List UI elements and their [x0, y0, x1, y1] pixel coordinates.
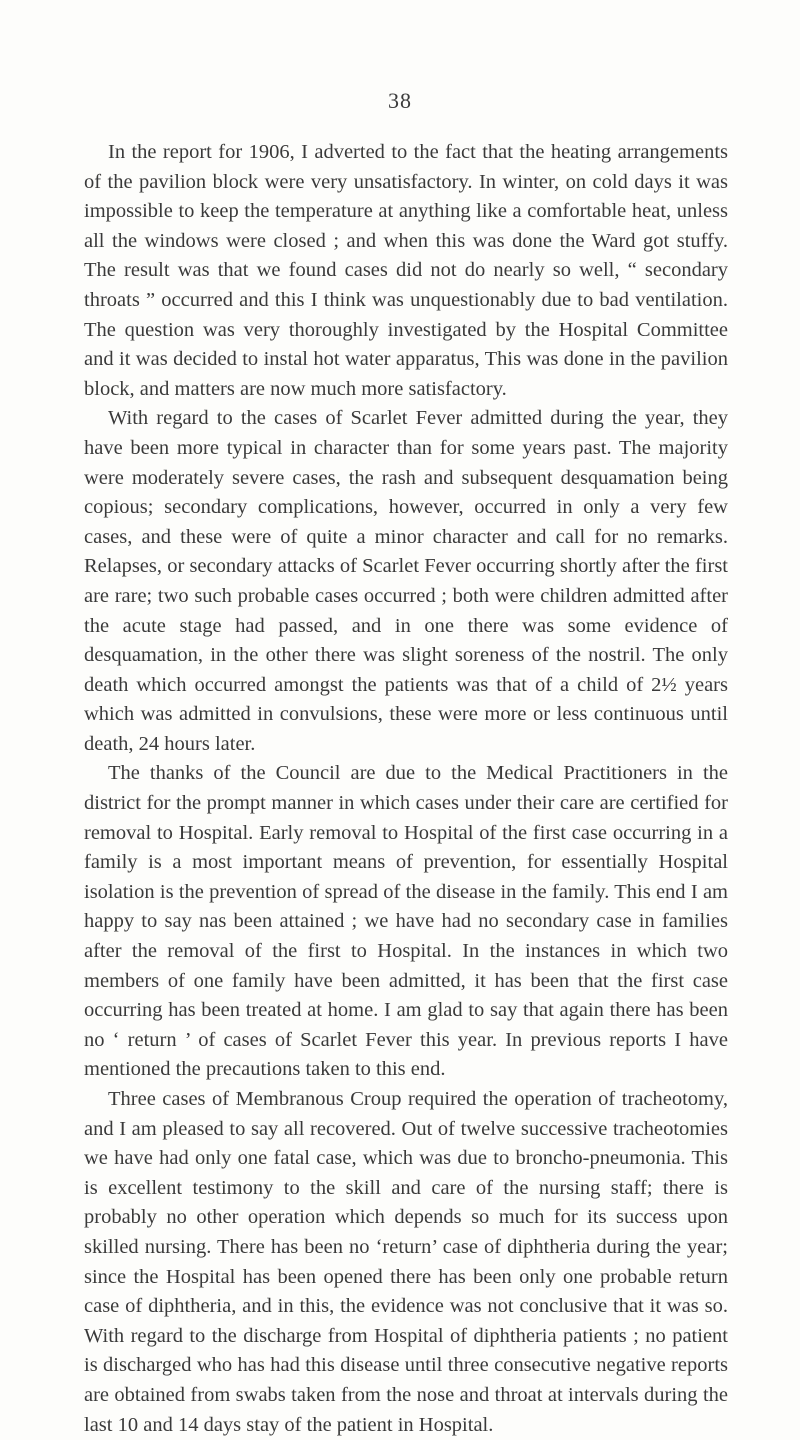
page-number: 38	[388, 88, 412, 113]
paragraph-membranous-croup: Three cases of Membranous Croup required the operation of tracheotomy, and I am pleased to say all recovered. Out of twelve successive tracheotomies we have had only one fatal case, which was due to broncho-pneumonia. This is excellent testimony to the skill and care of the nursing staff; there is probably no other operation which depends so much for its success upon skilled nursing. There has been no ‘return’ case of diphtheria during the year; since the Hospital has been opened there has been only one probable return case of diphtheria, and in this, the evidence was not conclusive that it was so. With regard to the discharge from Hospital of diphtheria patients ; no patient is discharged who has had this disease until three consecutive negative reports are obtained from swabs taken from the nose and throat at intervals during the last 10 and 14 days stay of the patient in Hospital.	[84, 1088, 728, 1436]
body-text	[84, 138, 728, 1440]
paragraph-heating: In the report for 1906, I adverted to the fact that the heating arrangements of the pavilion block were very unsatisfactory. In winter, on cold days it was impossible to keep the temperature at anything like a comfortable heat, unless all the windows were closed ; and when this was done the Ward got stuffy. The result was that we found cases did not do nearly so well, “ secondary throats ” occurred and this I think was unquestionably due to bad ventilation. The question was very thoroughly investigated by the Hospital Committee and it was decided to instal hot water apparatus, This was done in the pavilion block, and matters are now much more satisfactory.	[84, 141, 728, 400]
paragraph-practitioners: The thanks of the Council are due to the Medical Practitioners in the district for the prompt manner in which cases under their care are certified for removal to Hospital. Early removal to Hospital of the first case occurring in a family is a most important means of prevention, for essentially Hospital isolation is the prevention of spread of the disease in the family. This end I am happy to say nas been attained ; we have had no secondary case in families after the removal of the first to Hospital. In the instances in which two members of one family have been admitted, it has been that the first case occurring has been treated at home. I am glad to say that again there has been no ‘ return ’ of cases of Scarlet Fever this year. In previous reports I have mentioned the precautions taken to this end.	[84, 762, 728, 1081]
paragraph-scarlet-fever: With regard to the cases of Scarlet Fever admitted during the year, they have been more typical in character than for some years past. The majority were moderately severe cases, the rash and subsequent desquamation being copious; secondary complications, however, occurred in only a very few cases, and these were of quite a minor character and call for no remarks. Relapses, or secondary attacks of Scarlet Fever occurring shortly after the first are rare; two such probable cases occurred ; both were children admitted after the acute stage had passed, and in one there was some evidence of desquamation, in the other there was slight soreness of the nostril. The only death which occurred amongst the patients was that of a child of 2½ years which was admitted in convulsions, these were more or less continuous until death, 24 hours later.	[84, 407, 728, 755]
